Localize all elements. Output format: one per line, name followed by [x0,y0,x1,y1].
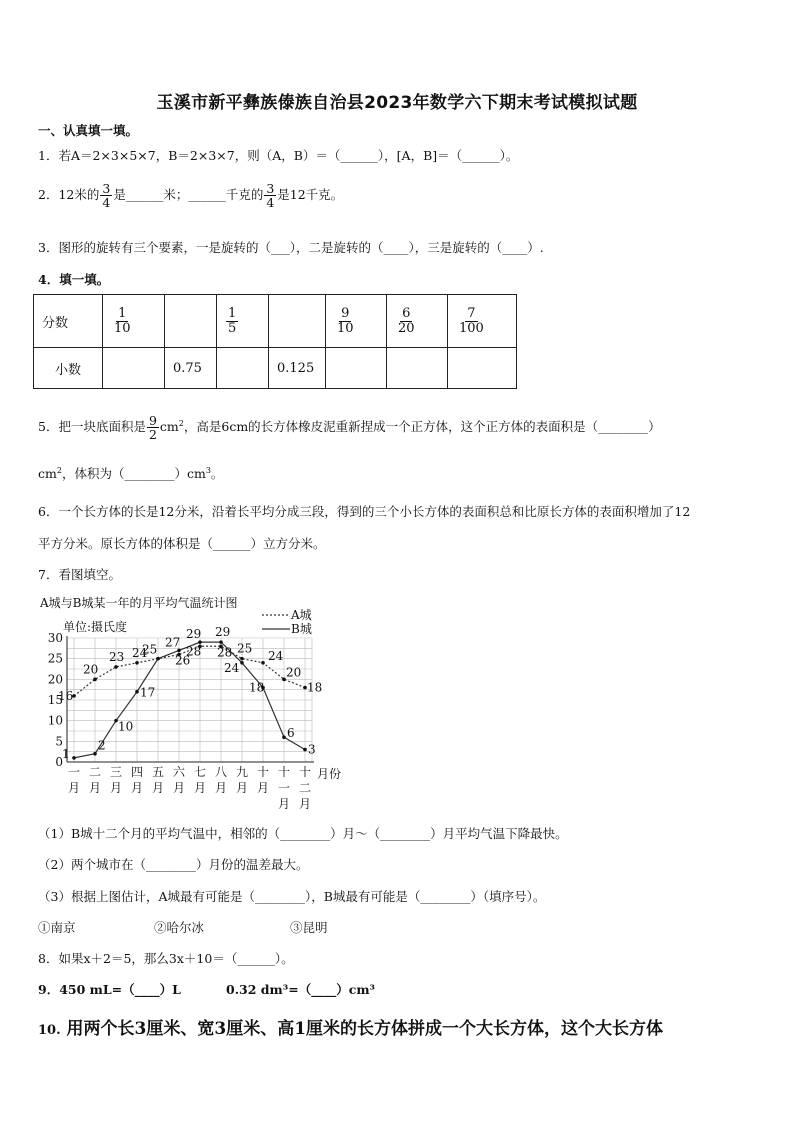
x-tick-label: 月 [88,781,102,795]
data-point [114,665,118,669]
question-7-sub-2: （2）两个城市在（________）月份的温差最大。 [38,857,309,872]
x-tick-label: 月 [298,797,312,811]
x-tick-label: 月 [67,781,81,795]
data-label-a: 28 [217,645,233,660]
x-tick-label: 九 [235,765,249,779]
x-tick-label: 二 [88,765,102,779]
chart-unit-label: 单位:摄氏度 [63,620,128,634]
question-5-line-1 [38,414,661,441]
option-1: ①南京 [38,920,76,935]
data-point [156,657,160,661]
section-heading: 一、认真填一填。 [38,123,139,138]
x-tick-label: 月 [235,781,249,795]
decimal-cell[interactable] [326,348,387,389]
data-point [93,678,97,682]
data-label-a: 25 [142,642,158,657]
question-9-part-a: 9．450 mL=（____）L [38,982,181,997]
data-label-b: 3 [308,742,316,757]
x-tick-label: 十 [277,765,291,779]
decimal-cell[interactable] [217,348,269,389]
data-label-b: 17 [140,685,156,700]
fraction-cell[interactable] [269,295,326,348]
y-tick-label: 0 [55,755,63,769]
data-label-a: 24 [268,648,284,663]
q2-text-part2: 是______米；______千克的 [113,187,264,203]
question-8: 8．如果x＋2＝5，那么3x＋10＝（______）。 [38,951,294,966]
fraction-cell[interactable] [165,295,217,348]
data-label-a: 20 [83,662,99,677]
data-label-a: 24 [132,645,148,660]
q2-frac1-denominator: 4 [102,195,111,211]
x-tick-label: 五 [151,765,165,779]
data-point [93,752,97,756]
q5-text-part2: ，高是6cm的长方体橡皮泥重新捏成一个正方体，这个正方体的表面积是（________） [183,419,661,435]
y-tick-label: 25 [47,651,63,666]
x-tick-label: 月 [172,781,186,795]
chart-series [58,625,322,761]
decimal-cell: 0.125 [269,348,326,389]
question-5-line-2 [38,464,223,482]
question-2 [38,182,343,209]
q5-fraction [147,414,159,441]
data-point [240,661,244,665]
data-label-b: 29 [215,625,231,640]
question-9-part-b: 0.32 dm³=（____）cm³ [226,982,376,997]
data-label-b: 2 [98,738,106,753]
q2-number: 2． [38,187,59,203]
legend-b-label: B城 [291,622,312,636]
q10-number: 10. [38,1023,61,1038]
q2-text-part1: 12米的 [58,187,100,203]
q5-line2-unit-exponent: 2 [56,465,62,475]
q10-text: 用两个长3厘米、宽3厘米、高1厘米的长方体拼成一个大长方体，这个大长方体 [66,1019,664,1039]
q5-text-part1: 5．把一块底面积是 [38,419,146,435]
question-6-line-2: 平方分米。原长方体的体积是（______）立方分米。 [38,536,326,551]
x-tick-label: 七 [193,765,207,779]
x-tick-label: 二 [298,781,312,795]
q2-frac2-denominator: 4 [266,195,275,211]
data-label-b: 10 [118,719,134,734]
x-axis-title: 月份 [317,767,342,781]
x-tick-label: 四 [130,765,144,779]
data-label-a: 20 [286,665,302,680]
data-label-b: 29 [186,627,202,642]
data-label-b: 24 [224,660,240,675]
data-point [282,735,286,739]
fraction-cell: $\frac{1}{10}$ [103,295,165,348]
chart-title: A城与B城某一年的月平均气温统计图 [40,596,238,610]
data-point [72,756,76,760]
q2-frac1-numerator: 3 [102,181,111,196]
data-label-a: 18 [307,680,323,695]
data-label-a: 26 [175,653,191,668]
x-tick-label: 一 [67,765,81,779]
question-3: 3．图形的旋转有三个要素，一是旋转的（___），二是旋转的（____），三是旋转的（____）. [38,240,544,255]
data-point [219,640,223,644]
legend-a-label: A城 [291,608,312,622]
decimal-cell[interactable] [448,348,517,389]
fraction-decimal-table [33,294,517,389]
fraction-cell: $\frac{9}{10}$ [326,295,387,348]
x-tick-label: 一 [277,781,291,795]
y-tick-label: 30 [47,631,63,645]
row-label-fraction: 分数 [34,295,103,348]
x-tick-label: 月 [109,781,123,795]
data-label-b: 1 [62,746,70,761]
q5-unit-exponent: 2 [178,418,184,428]
page-title: 玉溪市新平彝族傣族自治县2023年数学六下期末考试模拟试题 [156,93,638,113]
q5-frac-denominator: 2 [148,427,157,443]
fraction-cell: $\frac{1}{5}$ [217,295,269,348]
question-10 [38,1014,663,1039]
data-label-b: 27 [165,635,181,650]
fraction-row [34,295,517,348]
q5-unit: cm [159,419,179,435]
question-6-line-1: 6．一个长方体的长是12分米，沿着长平均分成三段，得到的三个小长方体的表面积总和比原长方体的表面积增加了12 [38,504,691,519]
decimal-row [34,348,517,389]
question-4-label: 4．填一填。 [38,272,110,287]
fraction-cell: $\frac{7}{100}$ [448,295,517,348]
x-tick-label: 月 [193,781,207,795]
q5-line2-exponent: 3 [205,465,211,475]
q2-fraction-1 [100,182,112,209]
option-3: ③昆明 [290,920,328,935]
x-tick-label: 六 [172,765,186,779]
q2-text-part3: 是12千克。 [277,187,344,203]
y-tick-label: 20 [47,672,63,687]
decimal-cell[interactable] [387,348,448,389]
x-tick-label: 十 [256,765,270,779]
data-label-a: 25 [237,641,253,656]
q5-frac-numerator: 9 [148,413,157,428]
question-1: 1．若A＝2×3×5×7，B＝2×3×7，则（A，B）＝（______），[A，B]＝（______）。 [38,148,519,163]
chart-x-labels [68,764,311,811]
q5-line2-text: ，体积为（________）cm [61,466,206,481]
data-point [303,748,307,752]
question-7-sub-1: （1）B城十二个月的平均气温中，相邻的（________）月～（________）月平均气温下降最快。 [38,826,568,841]
data-label-a: 23 [109,649,125,664]
q2-fraction-2 [264,182,276,209]
data-point [135,661,139,665]
x-tick-label: 月 [277,797,291,811]
x-tick-label: 三 [109,765,123,779]
x-tick-label: 月 [214,781,228,795]
x-tick-label: 八 [214,765,228,779]
x-tick-label: 月 [256,781,270,795]
data-label-b: 6 [287,726,295,741]
decimal-cell: 0.75 [165,348,217,389]
data-point [261,661,265,665]
question-7-label: 7．看图填空。 [38,567,121,582]
row-label-decimal: 小数 [34,348,103,389]
option-2: ②哈尔冰 [154,920,205,935]
data-label-a: 28 [186,644,202,659]
question-7-sub-3: （3）根据上图估计，A城最有可能是（________），B城最有可能是（________）（填序号）。 [38,889,546,904]
data-label-b: 18 [249,680,265,695]
q5-line2-end: 。 [210,466,224,481]
q2-frac2-numerator: 3 [266,181,275,196]
y-tick-label: 15 [47,693,63,707]
x-tick-label: 月 [151,781,165,795]
x-tick-label: 月 [130,781,144,795]
q5-line2-unit: cm [38,466,57,481]
data-point [240,657,244,661]
temperature-line-chart [30,590,360,815]
decimal-cell[interactable] [103,348,165,389]
y-tick-label: 10 [47,713,63,728]
data-point [135,690,139,694]
y-tick-label: 5 [55,734,63,749]
fraction-cell: $\frac{6}{20}$ [387,295,448,348]
data-label-a: 16 [58,688,74,703]
x-tick-label: 十 [298,765,312,779]
